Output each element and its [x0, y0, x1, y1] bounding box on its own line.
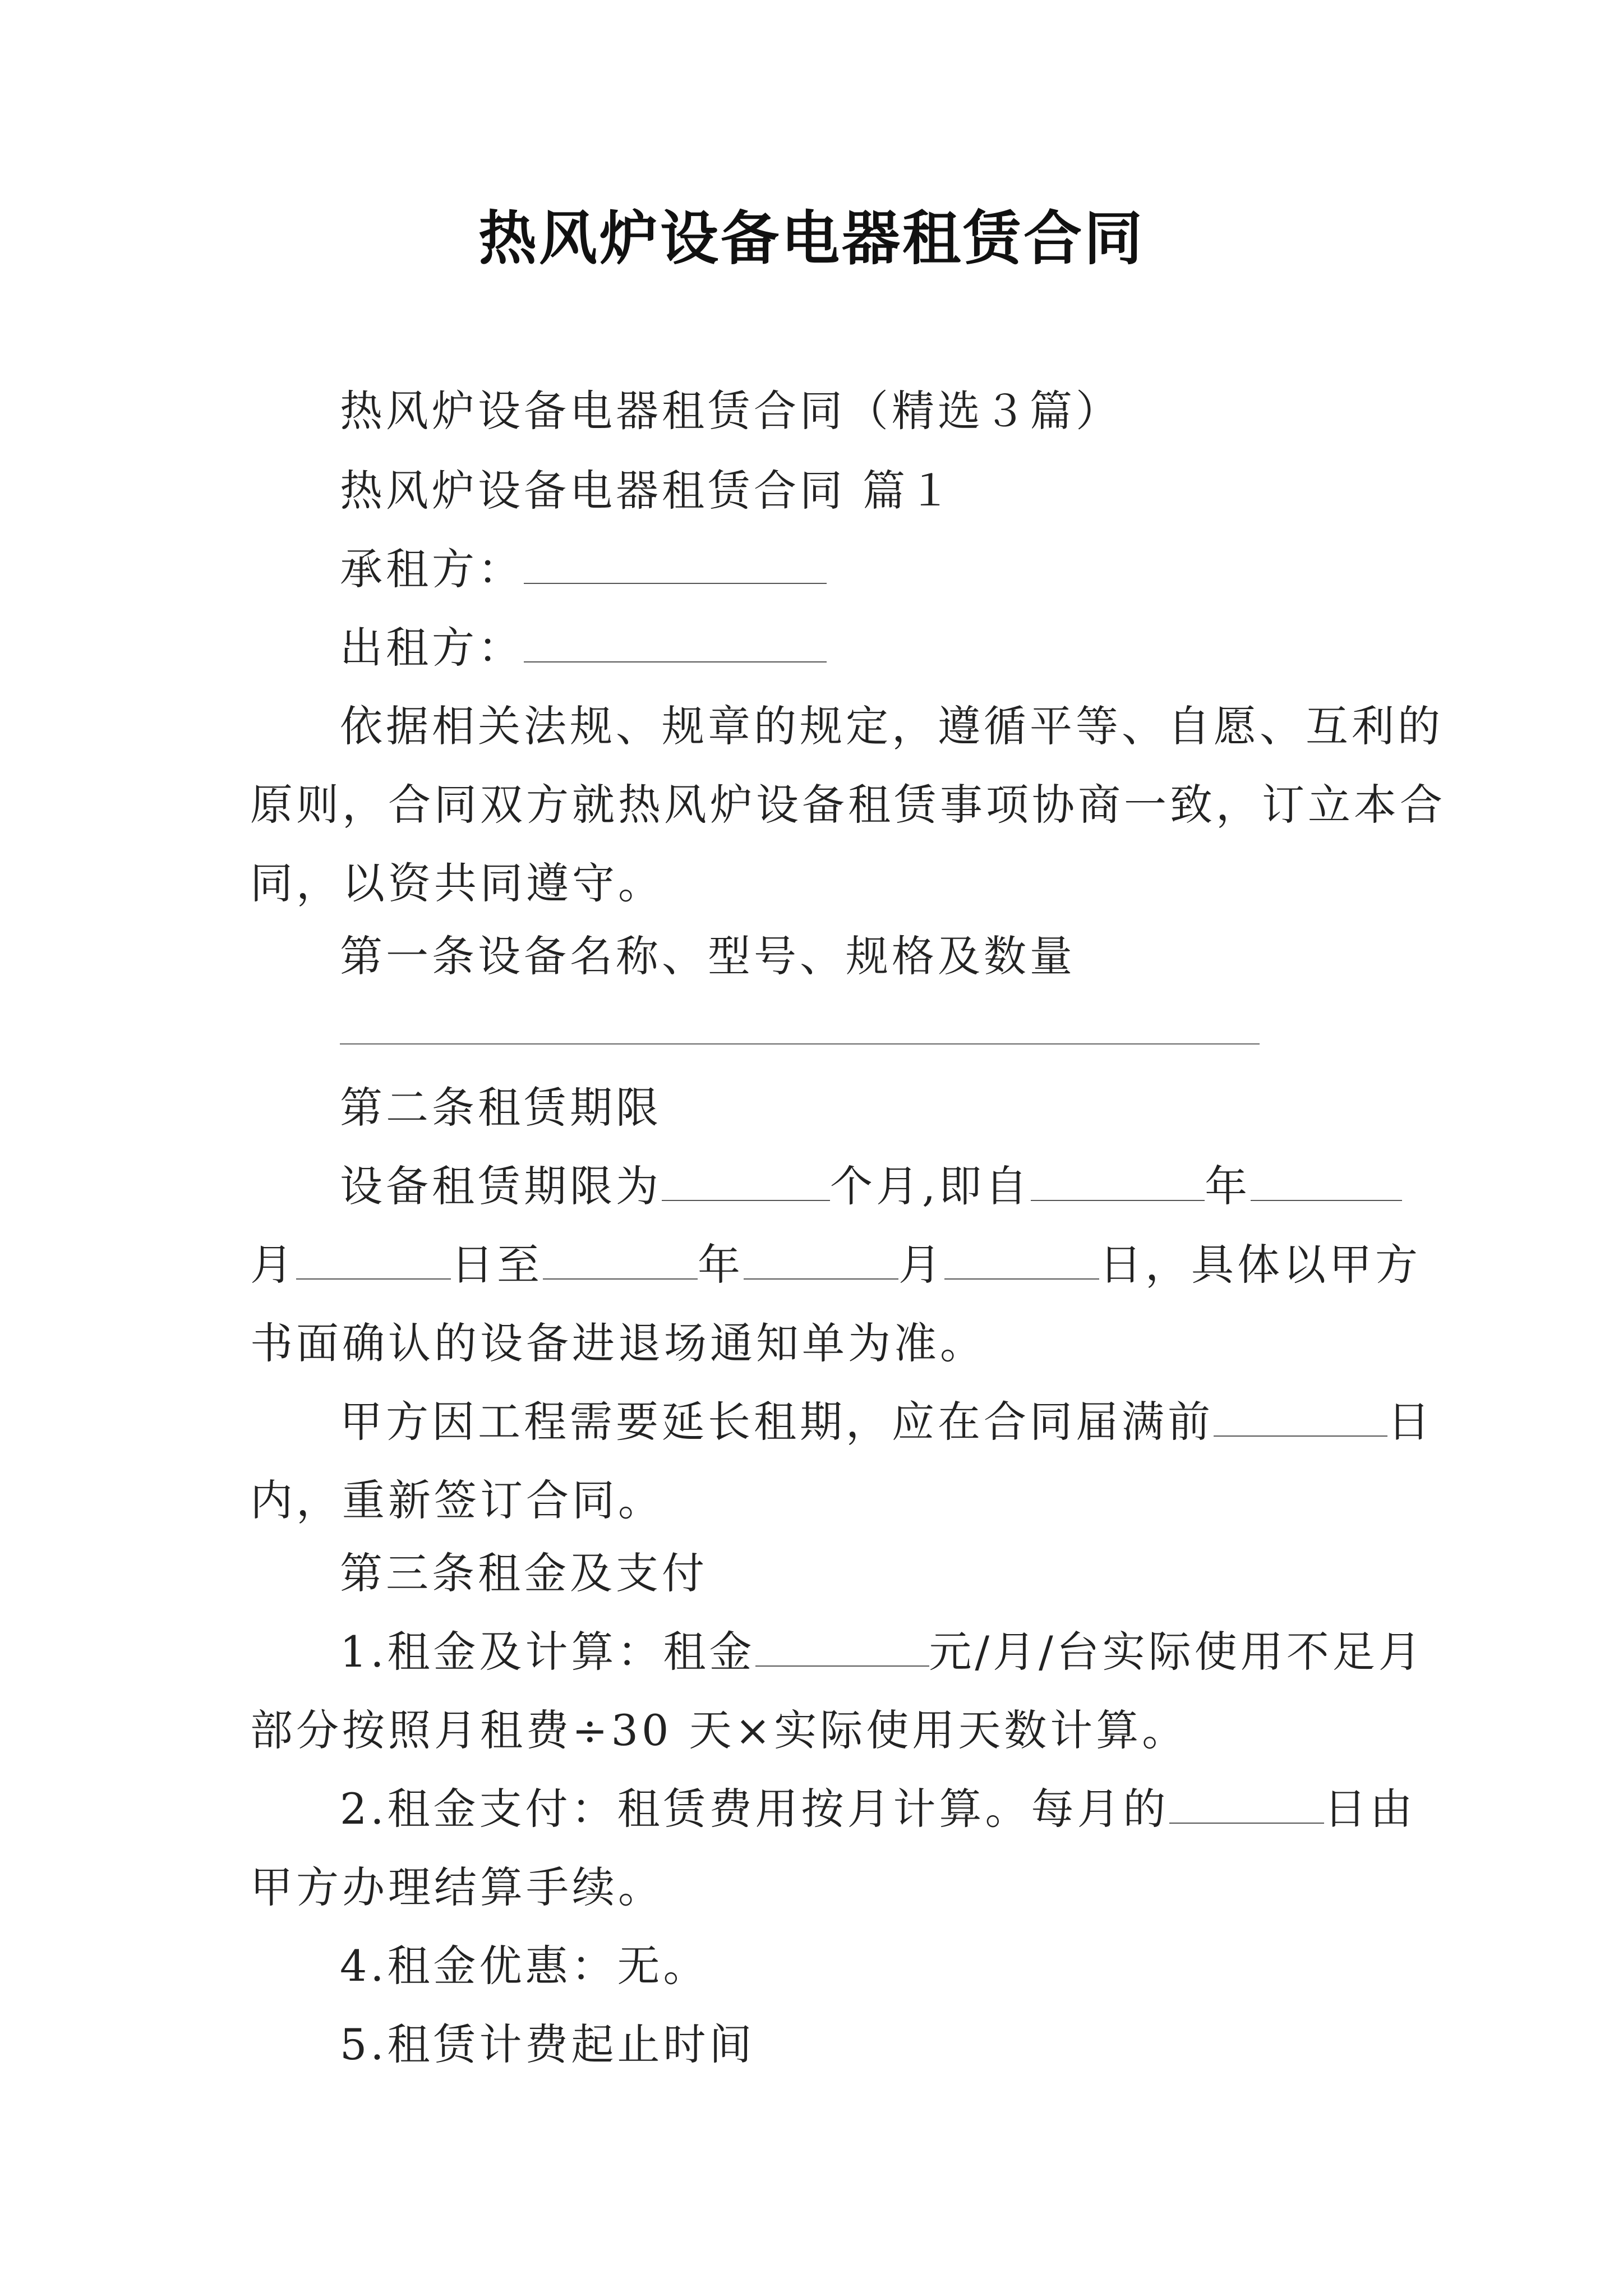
rent-text-a: 1.租金及计算：租金: [340, 1627, 755, 1677]
extend-text-b: 日: [1387, 1397, 1433, 1447]
term-end-month-blank: [744, 1244, 898, 1280]
pay-day-blank: [1169, 1788, 1324, 1824]
intro-line-2: 原则，合同双方就热风炉设备租赁事项协商一致，订立本合: [250, 780, 1446, 830]
discount-line: 4.租金优惠：无。: [340, 1941, 709, 1991]
article1-blank-line: [340, 1043, 1260, 1045]
pay-text-a: 2.租金支付：租赁费用按月计算。每月的: [340, 1784, 1169, 1834]
document-subtitle: 热风炉设备电器租赁合同（精选３篇）: [340, 386, 1122, 436]
lessor-line: [340, 623, 827, 673]
term-text-a: 设备租赁期限为: [340, 1161, 662, 1211]
lessor-label: 出租方：: [340, 623, 524, 673]
pay-line-2: 甲方办理结算手续。: [250, 1862, 664, 1912]
rent-line-2: 部分按照月租费÷30 天×实际使用天数计算。: [250, 1705, 1188, 1755]
term-line-3: 书面确认的设备进退场通知单为准。: [250, 1318, 986, 1368]
extend-text-a: 甲方因工程需要延长租期，应在合同届满前: [340, 1397, 1214, 1447]
term-text-d: 月: [250, 1240, 296, 1290]
billing-period-line: 5.租赁计费起止时间: [340, 2019, 755, 2069]
lessee-line: [340, 544, 827, 595]
term-line-2: [250, 1240, 1421, 1290]
article3-title: 第三条租金及支付: [340, 1548, 708, 1598]
extend-days-blank: [1214, 1401, 1387, 1437]
term-end-year-blank: [543, 1244, 698, 1280]
term-start-year-blank: [1031, 1165, 1205, 1201]
term-text-e: 日至: [451, 1240, 543, 1290]
term-text-c: 年: [1205, 1161, 1251, 1211]
term-start-day-blank: [296, 1244, 451, 1280]
rent-text-b: 元/月/台实际使用不足月: [929, 1627, 1424, 1677]
pay-text-b: 日由: [1324, 1784, 1416, 1834]
document-title: 热风炉设备电器租赁合同: [478, 204, 1145, 273]
lessee-blank: [524, 548, 827, 584]
rent-line-1: [340, 1627, 1424, 1677]
term-start-month-blank: [1251, 1165, 1402, 1201]
extend-line-2: 内，重新签订合同。: [250, 1475, 664, 1525]
article2-title: 第二条租赁期限: [340, 1083, 662, 1133]
term-end-day-blank: [944, 1244, 1099, 1280]
lessor-blank: [524, 627, 827, 662]
rent-amount-blank: [755, 1631, 929, 1667]
term-text-h: 日，具体以甲方: [1099, 1240, 1421, 1290]
term-months-blank: [662, 1165, 830, 1201]
intro-line-1: 依据相关法规、规章的规定，遵循平等、自愿、互利的: [340, 701, 1444, 751]
term-text-f: 年: [698, 1240, 744, 1290]
lessee-label: 承租方：: [340, 544, 524, 594]
article1-title: 第一条设备名称、型号、规格及数量: [340, 931, 1076, 981]
extend-line-1: [340, 1397, 1433, 1447]
term-line-1: [340, 1161, 1402, 1212]
term-text-g: 月: [898, 1240, 944, 1290]
term-text-b: 个月,即自: [830, 1161, 1031, 1211]
section-heading: 热风炉设备电器租赁合同 篇１: [340, 466, 955, 516]
intro-line-3: 同，以资共同遵守。: [250, 858, 664, 908]
pay-line-1: [340, 1784, 1416, 1834]
